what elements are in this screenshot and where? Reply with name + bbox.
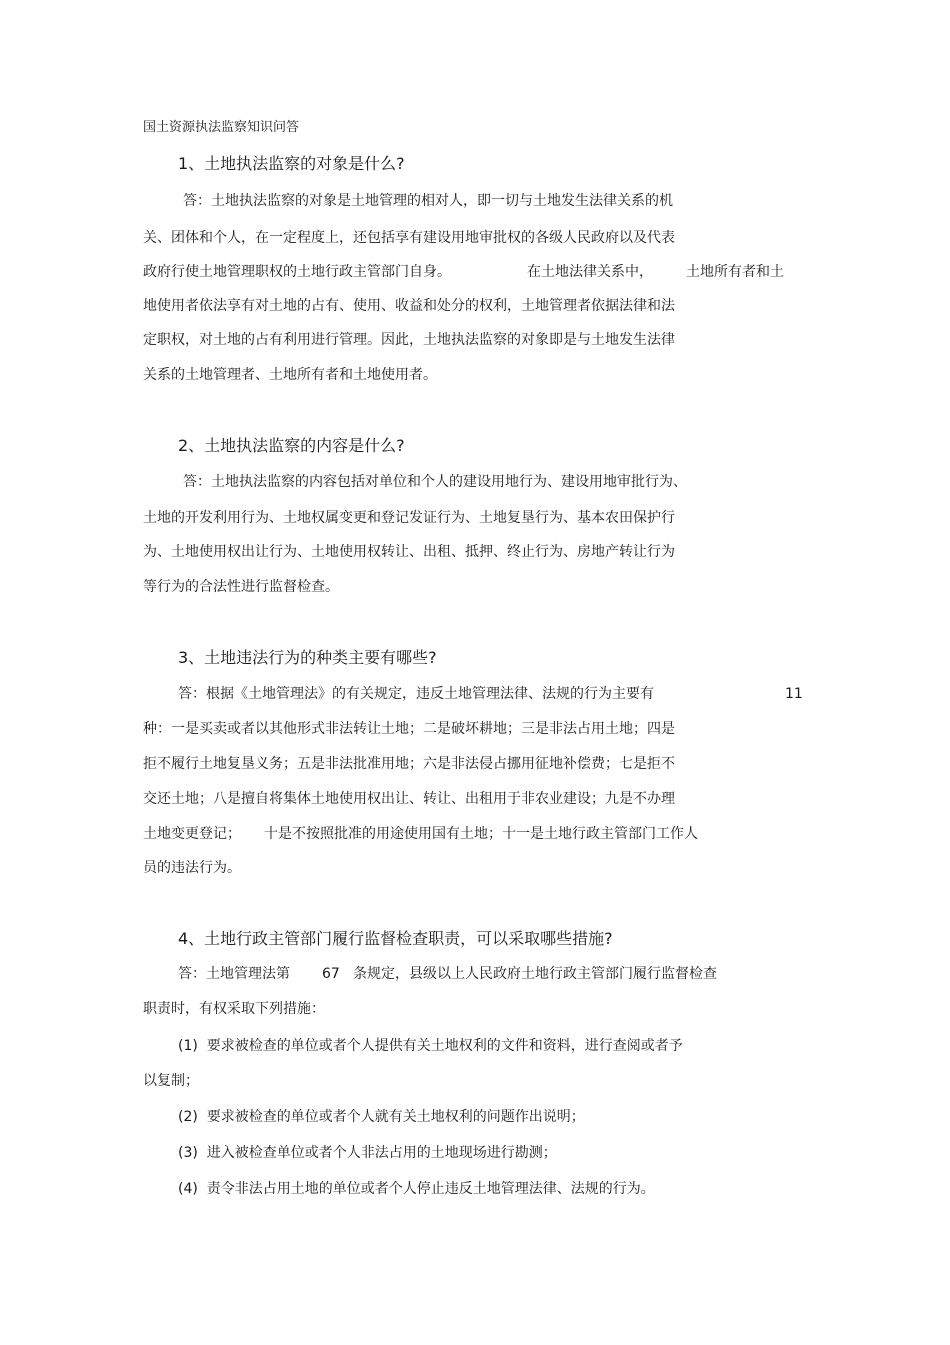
question-4: 4、土地行政主管部门履行监督检查职责，可以采取哪些措施? xyxy=(178,929,613,948)
answer-1-line-3c: 土地所有者和土 xyxy=(686,264,784,280)
answer-4-measure-3: (3) 进入被检查单位或者个人非法占用的土地现场进行勘测； xyxy=(178,1145,557,1161)
answer-4-measure-2: (2) 要求被检查的单位或者个人就有关土地权利的问题作出说明； xyxy=(178,1109,585,1125)
answer-3-line-2: 种：一是买卖或者以其他形式非法转让土地；二是破坏耕地；三是非法占用土地；四是 xyxy=(143,721,675,737)
answer-1-line-6: 关系的土地管理者、土地所有者和土地使用者。 xyxy=(143,367,437,383)
answer-4-line-1a: 答：土地管理法第 xyxy=(178,966,290,982)
answer-3-line-3: 拒不履行土地复垦义务；五是非法批准用地；六是非法侵占挪用征地补偿费；七是拒不 xyxy=(143,756,675,772)
answer-1-line-1: 答：土地执法监察的对象是土地管理的相对人，即一切与土地发生法律关系的机 xyxy=(183,193,673,209)
answer-4-measure-4: (4) 责令非法占用土地的单位或者个人停止违反土地管理法律、法规的行为。 xyxy=(178,1181,655,1197)
question-3: 3、土地违法行为的种类主要有哪些? xyxy=(178,648,437,667)
answer-3-line-6: 员的违法行为。 xyxy=(143,860,241,876)
document-title: 国土资源执法监察知识问答 xyxy=(143,120,300,135)
answer-4-measure-1-cont: 以复制； xyxy=(143,1073,199,1089)
answer-3-line-5b: 十是不按照批准的用途使用国有土地；十一是土地行政主管部门工作人 xyxy=(264,826,698,842)
answer-1-line-2: 关、团体和个人，在一定程度上，还包括享有建设用地审批权的各级人民政府以及代表 xyxy=(143,230,675,246)
answer-3-line-1: 答：根据《土地管理法》的有关规定，违反土地管理法律、法规的行为主要有 xyxy=(178,686,654,702)
answer-4-line-2: 职责时，有权采取下列措施： xyxy=(143,1001,325,1017)
question-1: 1、土地执法监察的对象是什么? xyxy=(178,154,405,173)
answer-3-line-4: 交还土地；八是擅自将集体土地使用权出让、转让、出租用于非农业建设；九是不办理 xyxy=(143,791,675,807)
answer-1-line-3: 政府行使土地管理职权的土地行政主管部门自身。 xyxy=(143,264,451,280)
answer-4-line-1b: 条规定，县级以上人民政府土地行政主管部门履行监督检查 xyxy=(353,966,717,982)
answer-1-line-5: 定职权，对土地的占有利用进行管理。因此，土地执法监察的对象即是与土地发生法律 xyxy=(143,332,675,348)
answer-3-line-5a: 土地变更登记； xyxy=(143,826,241,842)
answer-1-line-4: 地使用者依法享有对土地的占有、使用、收益和处分的权利，土地管理者依据法律和法 xyxy=(143,298,675,314)
answer-4-measure-1: (1) 要求被检查的单位或者个人提供有关土地权利的文件和资料，进行查阅或者予 xyxy=(178,1038,683,1054)
answer-2-line-2: 土地的开发利用行为、土地权属变更和登记发证行为、土地复垦行为、基本农田保护行 xyxy=(143,510,675,526)
answer-2-line-1: 答：土地执法监察的内容包括对单位和个人的建设用地行为、建设用地审批行为、 xyxy=(183,474,687,490)
answer-4-article-number: 67 xyxy=(322,966,340,982)
answer-1-line-3b: 在土地法律关系中， xyxy=(527,264,653,280)
answer-3-count: 11 xyxy=(785,686,803,702)
answer-2-line-4: 等行为的合法性进行监督检查。 xyxy=(143,579,339,595)
answer-2-line-3: 为、土地使用权出让行为、土地使用权转让、出租、抵押、终止行为、房地产转让行为 xyxy=(143,544,675,560)
question-2: 2、土地执法监察的内容是什么? xyxy=(178,436,405,455)
